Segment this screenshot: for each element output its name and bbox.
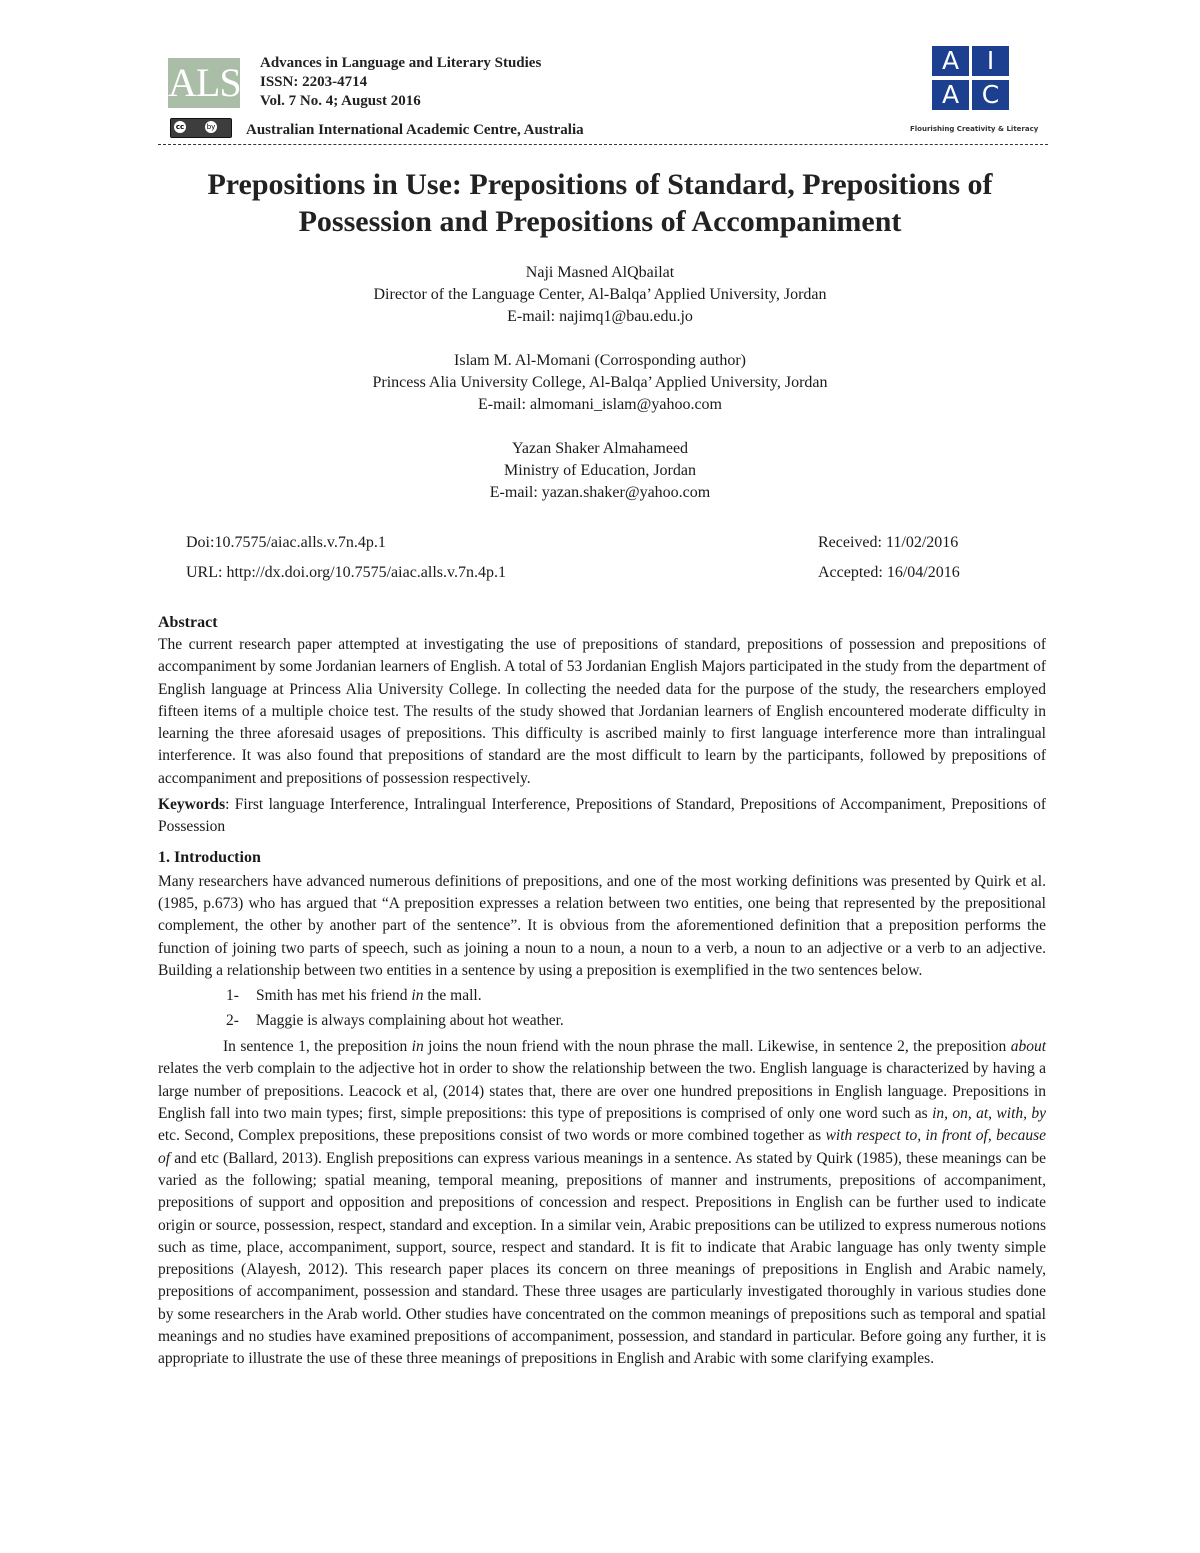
example-sentence (226, 1010, 1046, 1032)
creative-commons-badge[interactable] (170, 118, 232, 138)
journal-info (260, 54, 541, 111)
paragraph-text: etc. Second, Complex prepositions, these prepositions consist of two words or more combined together as (158, 1127, 826, 1145)
aiac-logo-letter: I (972, 46, 1009, 76)
publisher-name: Australian International Academic Centre, Australia (246, 122, 584, 138)
abstract-heading: Abstract (158, 614, 218, 631)
paragraph-emphasis: in, on, at, with, by (932, 1105, 1046, 1123)
paragraph-emphasis: about (1010, 1038, 1046, 1056)
url-text[interactable]: URL: http://dx.doi.org/10.7575/aiac.alls.v.7n.4p.1 (186, 564, 506, 581)
author-list (150, 262, 1050, 526)
aiac-logo-letter: A (932, 80, 969, 110)
article-dates (818, 528, 960, 588)
abstract-text: The current research paper attempted at investigating the use of prepositions of standard, prepositions of possession and prepositions of accompaniment by some Jordanian learners of English. A total of 53 Jordanian English Majors participated in the study from the department of English language at Princess Alia University College. In collecting the needed data for the purpose of the study, the researchers employed fifteen items of a multiple choice test. The results of the study showed that Jordanian learners of English encountered moderate difficulty in learning the three aforesaid usages of prepositions. This difficulty is ascribed mainly to first language interference more than intralingual interference. It was also found that prepositions of standard are the most difficult to learn by the participants, followed by prepositions of accompaniment and prepositions of possession respectively. (158, 636, 1046, 787)
keywords-text: : First language Interference, Intralingual Interference, Prepositions of Standard, Prepositions of Accompaniment, Prepositions of Possession (158, 796, 1046, 836)
cc-icon: cc (175, 123, 185, 131)
journal-name: Advances in Language and Literary Studies (260, 55, 542, 71)
example-text: the mall. (423, 987, 482, 1005)
received-date: Received: 11/02/2016 (818, 534, 959, 551)
example-sentence (226, 985, 1046, 1007)
author-email[interactable]: E-mail: almomani_islam@yahoo.com (477, 396, 722, 413)
author-affiliation: Princess Alia University College, Al-Balqa’ Applied University, Jordan (372, 374, 828, 391)
paragraph-emphasis: in (411, 1038, 424, 1056)
author-email[interactable]: E-mail: yazan.shaker@yahoo.com (489, 484, 711, 501)
author-email[interactable]: E-mail: najimq1@bau.edu.jo (507, 308, 693, 325)
article-body (158, 612, 1046, 1371)
article-identifiers (186, 528, 506, 588)
keywords-label: Keywords (158, 796, 226, 814)
aiac-tagline: Flourishing Creativity & Literacy (910, 125, 1039, 133)
paragraph-text: relates the verb complain to the adjective hot in order to show the relationship between the two. English language is characterized by having a large number of prepositions. Leacock et al, (2014) states that, there are over one hundred prepositions in English language. Prepositions in English fall into two main types; first, simple prepositions: this type of prepositions is comprised of only one word such as (158, 1060, 1046, 1123)
example-text: Smith has met his friend (256, 987, 412, 1005)
header-divider (158, 144, 1048, 145)
title-line: Possession and Prepositions of Accompaniment (298, 205, 902, 238)
paper-title (150, 166, 1050, 240)
paragraph-text: joins the noun friend with the noun phrase the mall. Likewise, in sentence 2, the preposition (423, 1038, 1011, 1056)
paragraph-text: and etc (Ballard, 2013). English prepositions can express various meanings in a sentence. As stated by Quirk (1985), these meanings can be varied as the following; spatial meaning, temporal meaning, prepositions of manner and instruments, prepositions of accompaniment, prepositions of support and opposition and prepositions of concession and respect. Prepositions in English can be further used to indicate origin or source, possession, respect, standard and exception. In a similar vein, Arabic prepositions can be utilized to express numerous notions such as time, place, accompaniment, support, source, respect and standard. It is fit to indicate that Arabic language has only twenty simple prepositions (Alayesh, 2012). This research paper places its concern on three meanings of prepositions in English and Arabic namely, prepositions of accompaniment, possession and standard. These three usages are particularly investigated thoroughly in various studies done by some researchers in the Arab world. Other studies have concentrated on the common meanings of prepositions such as temporal and spatial meanings and no studies have examined prepositions of accompaniment, possession, and standard in particular. Before going any further, it is appropriate to illustrate the use of these three meanings of prepositions in English and Arabic with some clarifying examples. (158, 1149, 1046, 1368)
als-journal-logo: ALS (168, 58, 240, 108)
intro-paragraph (158, 1036, 1046, 1370)
example-emphasis: in (411, 987, 424, 1005)
aiac-logo (932, 46, 1012, 114)
author-name: Yazan Shaker Almahameed (511, 440, 689, 457)
intro-paragraph: Many researchers have advanced numerous definitions of prepositions, and one of the most working definitions was presented by Quirk et al. (1985, p.673) who has argued that “A preposition expresses a relation between two entities, one being that represented by the prepositional complement, the other by another part of the sentence”. It is obvious from the aforementioned definition that a preposition performs the function of joining two parts of speech, such as joining a noun to a noun, a noun to a verb, a noun to an adjective or a verb to an adjective. Building a relationship between two entities in a sentence by using a preposition is exemplified in the two sentences below. (158, 872, 1046, 979)
journal-volume: Vol. 7 No. 4; August 2016 (260, 93, 421, 109)
doi-text[interactable]: Doi:10.7575/aiac.alls.v.7n.4p.1 (186, 534, 386, 551)
introduction-heading: 1. Introduction (158, 848, 261, 866)
author-name: Islam M. Al-Momani (Corrosponding author) (454, 352, 746, 369)
paragraph-emphasis: with respect to, in front of, because of (158, 1127, 1047, 1167)
aiac-logo-letter: A (932, 46, 969, 76)
journal-issn: ISSN: 2203-4714 (260, 74, 368, 90)
paragraph-text: In sentence 1, the preposition (223, 1038, 412, 1056)
example-text: Maggie is always complaining about hot weather. (256, 1012, 564, 1030)
title-line: Prepositions in Use: Prepositions of Standard, Prepositions of (207, 168, 993, 201)
author-affiliation: Director of the Language Center, Al-Balqa’ Applied University, Jordan (373, 286, 827, 303)
author-block (150, 350, 1050, 416)
author-block (150, 262, 1050, 328)
example-number: 1- (226, 987, 239, 1005)
keywords (158, 794, 1046, 839)
journal-header (158, 46, 1048, 144)
aiac-logo-letter: C (972, 80, 1009, 110)
author-name: Naji Masned AlQbailat (525, 264, 675, 281)
accepted-date: Accepted: 16/04/2016 (818, 564, 960, 581)
author-affiliation: Ministry of Education, Jordan (504, 462, 696, 479)
attribution-icon: by (206, 123, 216, 131)
example-number: 2- (226, 1012, 239, 1030)
author-block (150, 438, 1050, 504)
